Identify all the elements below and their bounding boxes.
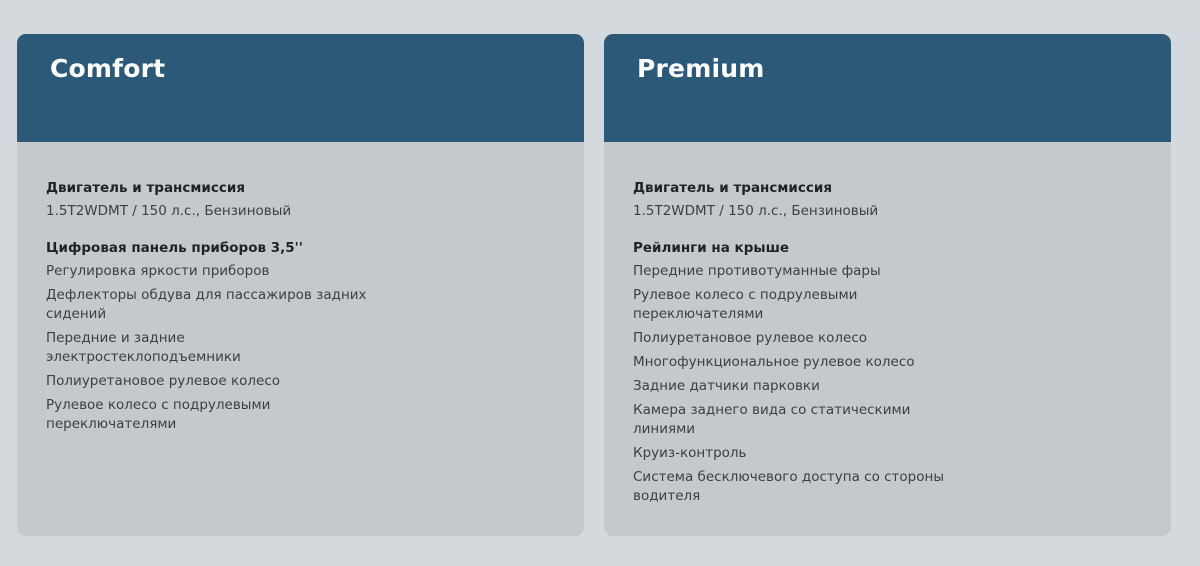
feature-item: Многофункциональное рулевое колесо [633,354,915,370]
group-title: Рейлинги на крыше [633,240,790,256]
feature-item: Рулевое колесо с подрулевыми переключателями [46,397,271,432]
feature-list [46,202,555,221]
feature-item: Система бесключевого доступа со стороны водителя [633,469,944,504]
feature-item: Задние датчики парковки [633,378,820,394]
feature-item: Передние и задние электростеклоподъемники [46,330,241,365]
feature-item: Регулировка яркости приборов [46,263,270,279]
card-header [17,34,584,142]
card-body [604,142,1171,524]
feature-item: Камера заднего вида со статическими линиями [633,402,911,437]
feature-item: 1.5T2WDMT / 150 л.с., Бензиновый [633,203,879,219]
card-title: Premium [637,54,765,83]
feature-list [633,262,1142,506]
feature-group-dashboard [46,239,555,434]
feature-item: Рулевое колесо с подрулевыми переключателями [633,287,858,322]
card-title: Comfort [50,54,166,83]
feature-item: Передние противотуманные фары [633,263,881,279]
feature-item: Полиуретановое рулевое колесо [46,373,281,389]
feature-group-roof-rails [633,239,1142,506]
feature-list [46,262,555,434]
feature-item: Круиз-контроль [633,445,747,461]
card-header [604,34,1171,142]
group-title: Цифровая панель приборов 3,5'' [46,240,303,256]
trim-card-comfort [17,34,584,536]
feature-item: 1.5T2WDMT / 150 л.с., Бензиновый [46,203,292,219]
feature-group-engine [633,179,1142,221]
group-title: Двигатель и трансмиссия [46,180,246,196]
trim-comparison [17,34,1171,536]
feature-item: Полиуретановое рулевое колесо [633,330,868,346]
feature-group-engine [46,179,555,221]
feature-item: Дефлекторы обдува для пассажиров задних сидений [46,287,367,322]
card-body [17,142,584,452]
feature-list [633,202,1142,221]
trim-card-premium [604,34,1171,536]
group-title: Двигатель и трансмиссия [633,180,833,196]
